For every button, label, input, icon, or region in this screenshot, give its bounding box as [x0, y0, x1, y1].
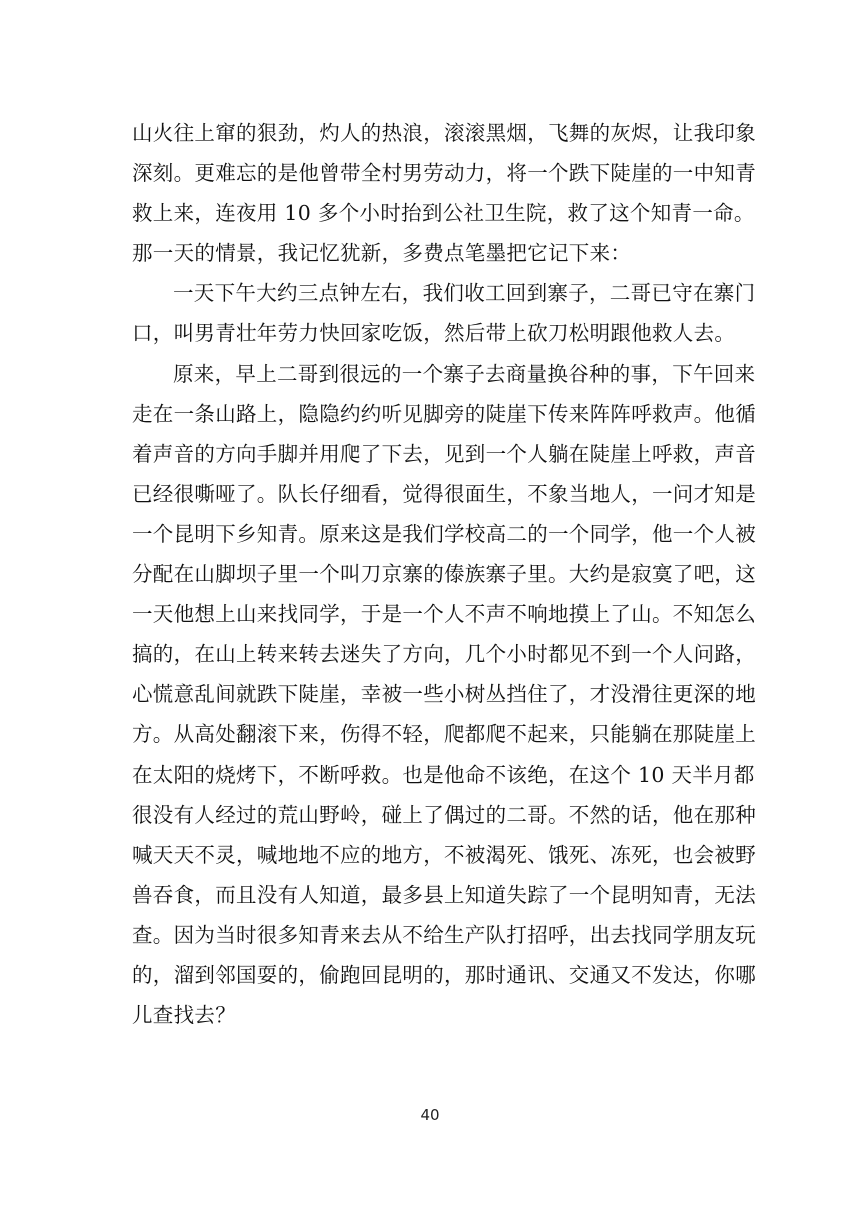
text-line: 兽吞食，而且没有人知道，最多县上知道失踪了一个昆明知青，无法 [132, 882, 756, 907]
text-line: 山火往上窜的狠劲，灼人的热浪，滚滚黑烟，飞舞的灰烬，让我印象 [132, 121, 756, 145]
body-text [132, 113, 756, 1035]
text-line: 走在一条山路上，隐隐约约听见脚旁的陡崖下传来阵阵呼救声。他循 [132, 401, 756, 426]
text-line: 原来，早上二哥到很远的一个寨子去商量换谷种的事，下午回来 [173, 361, 756, 386]
text-line: 分配在山脚坝子里一个叫刀京寨的傣族寨子里。大约是寂寞了吧，这 [132, 562, 756, 587]
text-line: 搞的，在山上转来转去迷失了方向，几个小时都见不到一个人问路， [132, 642, 756, 667]
text-line: 在太阳的烧烤下，不断呼救。也是他命不该绝，在这个 10 天半月都 [132, 762, 755, 787]
text-line: 一天他想上山来找同学，于是一个人不声不响地摸上了山。不知怎么 [132, 602, 756, 627]
text-line: 救上来，连夜用 10 多个小时抬到公社卫生院，救了这个知青一命。 [132, 201, 755, 226]
text-line: 已经很嘶哑了。队长仔细看，觉得很面生，不象当地人，一问才知是 [132, 481, 756, 506]
text-line: 方。从高处翻滚下来，伤得不轻，爬都爬不起来，只能躺在那陡崖上 [132, 722, 756, 747]
text-line: 深刻。更难忘的是他曾带全村男劳动力，将一个跌下陡崖的一中知青 [132, 161, 756, 186]
text-line: 很没有人经过的荒山野岭，碰上了偶过的二哥。不然的话，他在那种 [132, 802, 756, 827]
text-line: 那一天的情景，我记忆犹新，多费点笔墨把它记下来： [132, 241, 632, 266]
text-line: 一个昆明下乡知青。原来这是我们学校高二的一个同学，他一个人被 [132, 521, 756, 546]
text-line: 一天下午大约三点钟左右，我们收工回到寨子，二哥已守在寨门 [173, 281, 756, 306]
page-number: 40 [420, 1106, 440, 1124]
text-line: 喊天天不灵，喊地地不应的地方，不被渴死、饿死、冻死，也会被野 [132, 842, 756, 867]
text-line: 心慌意乱间就跌下陡崖，幸被一些小树丛挡住了，才没滑往更深的地 [132, 682, 756, 707]
text-line: 查。因为当时很多知青来去从不给生产队打招呼，出去找同学朋友玩 [132, 922, 756, 947]
text-line: 着声音的方向手脚并用爬了下去，见到一个人躺在陡崖上呼救，声音 [132, 441, 756, 466]
text-line: 口，叫男青壮年劳力快回家吃饭，然后带上砍刀松明跟他救人去。 [132, 321, 736, 346]
text-line: 儿查找去？ [132, 1003, 236, 1028]
text-line: 的，溜到邻国耍的，偷跑回昆明的，那时通讯、交通又不发达，你哪 [132, 962, 756, 987]
